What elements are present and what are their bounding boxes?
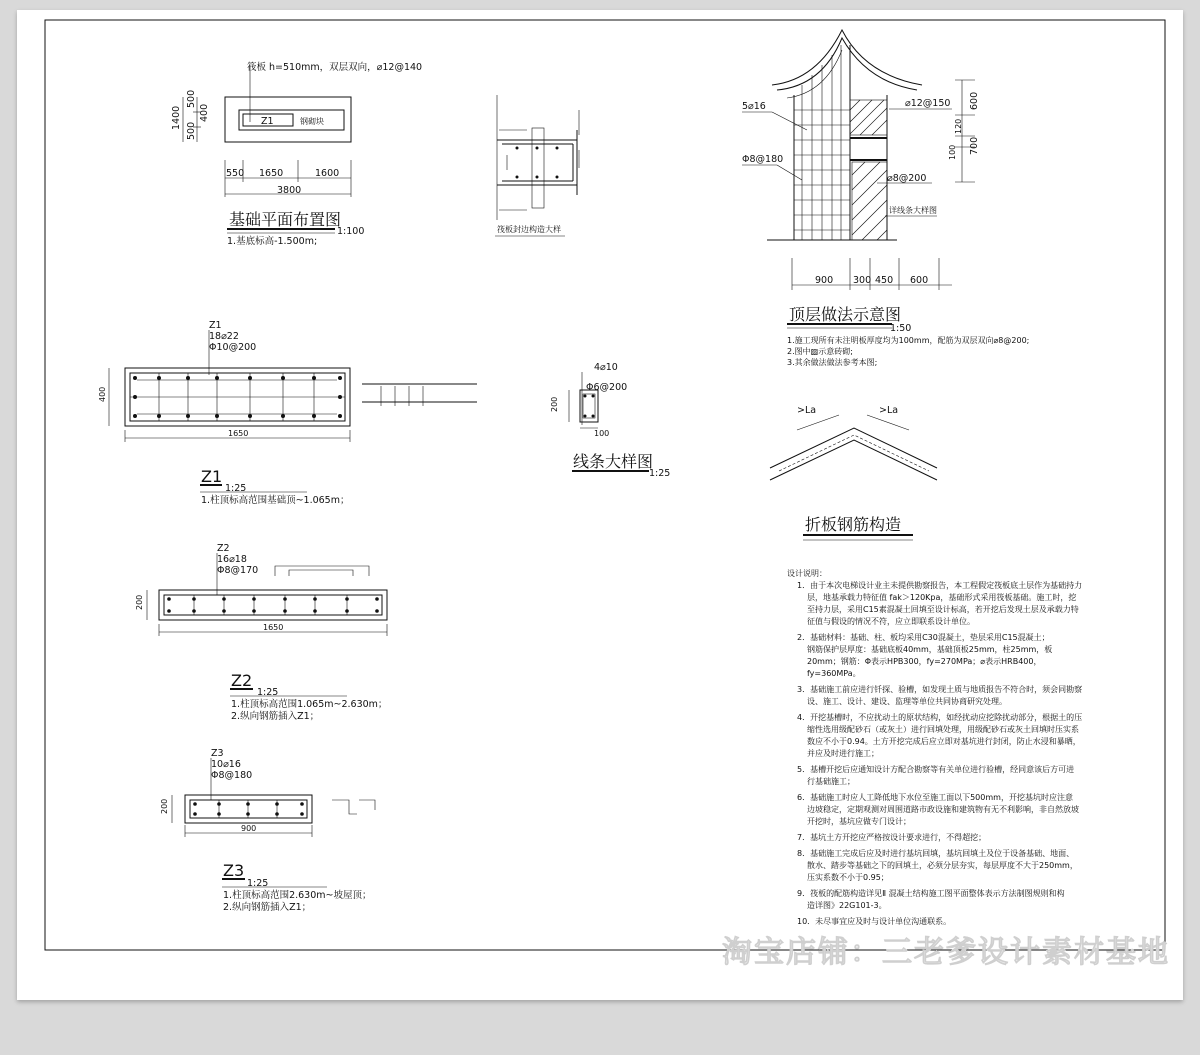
moulding-dim-100: 100: [594, 429, 610, 438]
dim-550: 550: [226, 168, 245, 179]
dim-400: 400: [199, 103, 210, 122]
moulding-rebar-main: 4⌀10: [594, 362, 618, 373]
dim-1400: 1400: [171, 105, 182, 130]
z1-rebar-tie: Φ10@200: [209, 342, 257, 353]
dim-1600: 1600: [315, 168, 340, 179]
notes-line: 钢筋保护层厚度：基础底板40mm，基础顶板25mm，柱25mm，板: [807, 645, 1053, 654]
label-detail-ref: 详线条大样图: [889, 206, 937, 215]
label-8-180: Φ8@180: [742, 154, 784, 165]
notes-line: 征值与假设的情况不符，应立即联系设计单位。: [807, 617, 975, 626]
notes-line: 层，地基承载力特征值 fak＞120Kpa，基础形式采用筏板基础。施工时，挖: [807, 593, 1077, 602]
z1-code: Z1: [209, 320, 222, 331]
plan-scale: 1:100: [337, 226, 365, 237]
roof-dim-450: 450: [875, 275, 894, 286]
z1-note: 1.柱顶标高范围基础顶~1.065m；: [201, 495, 350, 506]
notes-line: 数应不小于0.94。土方开挖完成后应立即对基坑进行封闭，防止水浸和暴晒，: [807, 737, 1081, 746]
z1-section: [98, 320, 477, 506]
fold-la-1: >La: [797, 405, 817, 416]
z2-rebar-main: 16⌀18: [217, 554, 247, 565]
slab-note: 筏板 h=510mm，双层双向，⌀12@140: [247, 62, 423, 73]
z2-note-2: 2.纵向钢筋插入Z1；: [231, 711, 320, 722]
z2-dim-200: 200: [135, 594, 144, 610]
notes-line: 开挖时，基坑应做专门设计；: [807, 817, 911, 826]
roof-note-2: 2.图中▨示意砖砌;: [787, 347, 853, 356]
notes-line: 5．基槽开挖后应通知设计方配合勘察等有关单位进行验槽，经同意该后方可进: [797, 765, 1075, 774]
dim-1650: 1650: [259, 168, 284, 179]
z3-outline: [185, 795, 312, 823]
notes-line: 造详图》22G101-3。: [807, 901, 887, 910]
z1-dim-400: 400: [98, 386, 107, 402]
z1-scale: 1:25: [225, 483, 247, 494]
cad-drawing: [17, 10, 1183, 1000]
z1-tag: Z1: [261, 116, 274, 127]
z3-dim-900: 900: [241, 824, 257, 833]
label-8-200: ⌀8@200: [887, 173, 927, 184]
wall-grid: [794, 45, 850, 240]
z1-title: Z1: [201, 467, 223, 486]
moulding-dim-200: 200: [550, 396, 559, 412]
notes-line: 行基础施工；: [807, 777, 855, 786]
z2-dim-1650: 1650: [263, 623, 284, 632]
z2-title: Z2: [231, 671, 253, 690]
z2-scale: 1:25: [257, 687, 279, 698]
roof-title: 顶层做法示意图: [789, 305, 902, 324]
notes-line: 边坡稳定，定期观测对周围道路市政设施和建筑物有无不利影响，非自然放坡: [807, 805, 1079, 814]
notes-line: 压实系数不小于0.95；: [807, 873, 889, 882]
drawing-sheet: [17, 10, 1183, 1000]
roof-dim-900: 900: [815, 275, 834, 286]
notes-line: 至持力层，采用C15素混凝土回填至设计标高，若开挖后发现土层及承载力特: [807, 605, 1079, 614]
plan-note: 1.基底标高-1.500m;: [227, 236, 318, 247]
slab-outline: [225, 97, 351, 142]
fold-title: 折板钢筋构造: [805, 515, 902, 534]
label-12-150: ⌀12@150: [905, 98, 951, 109]
notes-line: 8．基础施工完成后应及时进行基坑回填，基坑回填土及位于设备基础、地面、: [797, 849, 1075, 858]
moulding-scale: 1:25: [649, 468, 671, 479]
moulding-detail: [550, 362, 670, 479]
roof-scale: 1:50: [890, 323, 912, 334]
notes-line: 缩性选用级配砂石（或灰土）进行回填处理，用级配砂石或灰土回填时压实系: [807, 725, 1079, 734]
notes-line: 6．基础施工时应人工降低地下水位至施工面以下500mm，开挖基坑时应注意: [797, 793, 1073, 802]
foundation-plan: [171, 61, 422, 247]
roof-note-3: 3.其余做法做法参考本图;: [787, 358, 878, 367]
z3-note-2: 2.纵向钢筋插入Z1；: [223, 902, 312, 913]
notes-line: 20mm；钢筋：Φ表示HPB300，fy=270MPa；⌀表示HRB400，: [807, 657, 1042, 666]
roof-dim-700: 700: [969, 136, 980, 155]
fold-la-2: >La: [879, 405, 899, 416]
notes-line: 1．由于本次电梯设计业主未提供勘察报告，本工程假定筏板底土层作为基础持力: [797, 581, 1083, 590]
notes-line: 10．未尽事宜应及时与设计单位沟通联系。: [797, 917, 952, 926]
design-notes: [787, 568, 1082, 926]
roof-dim-300: 300: [853, 275, 872, 286]
dim-500b: 500: [186, 121, 197, 140]
dim-3800: 3800: [277, 185, 302, 196]
notes-line: 设、施工、设计、建设、监理等单位共同协商研究处理。: [807, 697, 1007, 706]
notes-line: 4．开挖基槽时，不应扰动土的原状结构，如经扰动应挖除扰动部分，根据土的压: [797, 713, 1083, 722]
z3-title: Z3: [223, 861, 245, 880]
notes-line: fy=360MPa。: [807, 669, 861, 678]
roof-dim-600: 600: [969, 91, 980, 110]
label-5d16: 5⌀16: [742, 101, 766, 112]
z3-code: Z3: [211, 748, 224, 759]
z3-rebar-main: 10⌀16: [211, 759, 241, 770]
dim-500a: 500: [186, 89, 197, 108]
notes-heading: 设计说明：: [787, 569, 827, 578]
z1-dim-1650: 1650: [228, 429, 249, 438]
notes-line: 9．筏板的配筋构造详见Ⅱ 混凝土结构施工图平面整体表示方法制图规则和构: [797, 889, 1065, 898]
roof-note-1: 1.施工现所有未注明板厚度均为100mm，配筋为双层双向⌀8@200;: [787, 336, 1030, 345]
roof-dim-600b: 600: [910, 275, 929, 286]
roof-dim-100: 100: [948, 144, 957, 160]
notes-line: 2．基础材料：基础、柱、板均采用C30混凝土，垫层采用C15混凝土；: [797, 633, 1050, 642]
z3-dim-200: 200: [160, 798, 169, 814]
roof-dim-120: 120: [954, 118, 963, 134]
z2-rebar-tie: Φ8@170: [217, 565, 259, 576]
moulding-title: 线条大样图: [573, 452, 654, 471]
plan-title: 基础平面布置图: [229, 210, 342, 229]
z3-rebar-tie: Φ8@180: [211, 770, 253, 781]
notes-line: 3．基础施工前应进行钎探、验槽，如发现土质与地质报告不符合时，须会同勘察: [797, 685, 1083, 694]
edge-detail-title: 筏板封边构造大样: [497, 225, 561, 234]
box-label: 钢砌块: [300, 117, 324, 126]
roof-section: [742, 30, 1029, 367]
notes-line: 7．基坑土方开挖应严格按设计要求进行，不得超挖；: [797, 833, 987, 842]
z1-rebar-main: 18⌀22: [209, 331, 239, 342]
z2-note-1: 1.柱顶标高范围1.065m~2.630m；: [231, 699, 388, 710]
moulding-rebar-tie: Φ6@200: [586, 382, 628, 393]
notes-line: 并应及时进行施工；: [807, 749, 879, 758]
z3-note-1: 1.柱顶标高范围2.630m~坡屋顶；: [223, 890, 372, 901]
z2-section: [135, 543, 387, 722]
fold-plate-detail: [770, 405, 937, 540]
z3-section: [160, 748, 375, 913]
notes-line: 散水、踏步等基础之下的回填土，必须分层夯实，每层厚度不大于250mm，: [807, 861, 1078, 870]
z3-scale: 1:25: [247, 878, 269, 889]
slab-edge-detail: [495, 95, 579, 236]
watermark: 淘宝店铺：三老爹设计素材基地: [722, 935, 1170, 970]
z2-code: Z2: [217, 543, 230, 554]
